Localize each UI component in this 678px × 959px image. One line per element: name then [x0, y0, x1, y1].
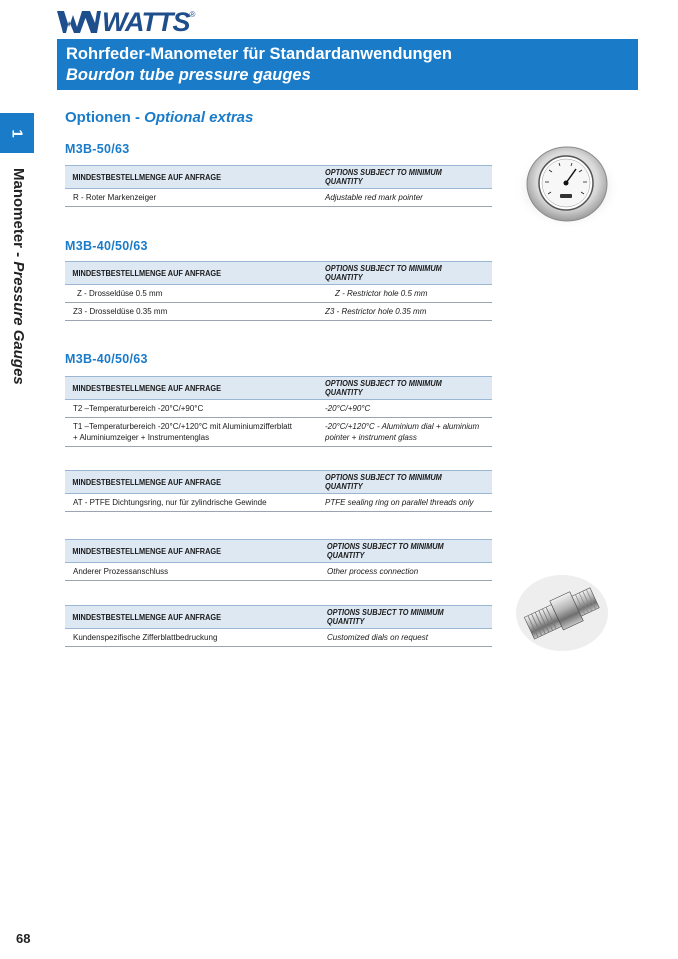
section-title-en: Optional extras [144, 109, 254, 126]
table-row [65, 563, 492, 581]
chapter-side-label [6, 168, 30, 428]
table-row [65, 189, 492, 207]
options-table-3 [65, 376, 492, 447]
header-en: OPTIONS SUBJECT TO MINIMUM QUANTITY [325, 379, 442, 397]
row-de: T2 –Temperaturbereich -20°C/+90°C [73, 404, 204, 413]
row-en: Z3 - Restrictor hole 0.35 mm [325, 307, 427, 316]
registered-mark: ® [189, 10, 196, 19]
table-row [65, 418, 492, 447]
row-en: -20°C/+90°C [325, 404, 371, 413]
model-heading-m1: M3B-50/63 [65, 142, 130, 156]
row-en-line2: pointer + instrument glass [325, 433, 417, 442]
row-en: Adjustable red mark pointer [325, 193, 423, 202]
brand-name: WATTS [102, 7, 190, 37]
options-table-2 [65, 261, 492, 321]
side-label-en: Pressure Gauges [10, 261, 27, 385]
header-de: MINDESTBESTELLMENGE AUF ANFRAGE [72, 383, 222, 393]
row-en: PTFE sealing ring on parallel threads only [325, 498, 474, 507]
process-connection-fitting-image [512, 569, 612, 655]
row-en [325, 418, 492, 446]
table-row [65, 303, 492, 321]
section-title [65, 109, 253, 126]
row-de: AT - PTFE Dichtungsring, nur für zylindrische Gewinde [73, 498, 267, 507]
options-table-5 [65, 539, 492, 581]
header-de: MINDESTBESTELLMENGE AUF ANFRAGE [72, 612, 222, 622]
row-de-line2: + Aluminiumzeiger + Instrumentenglas [73, 433, 210, 442]
row-de: Anderer Prozessanschluss [73, 567, 169, 576]
pressure-gauge-image [512, 142, 622, 230]
table-header [65, 261, 492, 285]
row-de: Z - Drosseldüse 0.5 mm [77, 289, 163, 298]
row-en-line1: -20°C/+120°C - Aluminium dial + aluminium [325, 422, 480, 431]
model-heading-m2: M3B-40/50/63 [65, 239, 148, 253]
row-en: Z - Restrictor hole 0.5 mm [335, 289, 428, 298]
header-en: OPTIONS SUBJECT TO MINIMUM QUANTITY [326, 542, 444, 560]
header-bar [57, 39, 638, 90]
side-label-de: Manometer - [10, 168, 27, 262]
watts-wave-icon [57, 9, 101, 35]
section-title-de: Optionen - [65, 109, 145, 126]
options-table-4 [65, 470, 492, 512]
page-number: 68 [16, 931, 31, 946]
table-row [65, 629, 492, 647]
row-de: Z3 - Drosseldüse 0.35 mm [73, 307, 168, 316]
header-en: OPTIONS SUBJECT TO MINIMUM QUANTITY [325, 168, 442, 186]
table-row [65, 285, 492, 303]
table-row [65, 400, 492, 418]
row-de: Kundenspezifische Zifferblattbedruckung [73, 633, 218, 642]
header-en: OPTIONS SUBJECT TO MINIMUM QUANTITY [325, 473, 442, 491]
header-de: MINDESTBESTELLMENGE AUF ANFRAGE [72, 477, 222, 487]
row-de [65, 418, 325, 446]
row-de-line1: T1 –Temperaturbereich -20°C/+120°C mit Aluminiumzifferblatt [73, 422, 293, 431]
table-header [65, 376, 492, 400]
table-row [65, 494, 492, 512]
model-heading-m3: M3B-40/50/63 [65, 352, 148, 366]
watts-logo [57, 9, 195, 35]
chapter-tab [0, 113, 34, 153]
row-en: Other process connection [327, 567, 419, 576]
options-table-1 [65, 165, 492, 207]
page-title-en: Bourdon tube pressure gauges [66, 66, 311, 84]
header-de: MINDESTBESTELLMENGE AUF ANFRAGE [72, 546, 222, 556]
table-header [65, 605, 492, 629]
options-table-6 [65, 605, 492, 647]
chapter-number: 1 [8, 128, 26, 138]
header-de: MINDESTBESTELLMENGE AUF ANFRAGE [72, 172, 222, 182]
table-header [65, 165, 492, 189]
header-en: OPTIONS SUBJECT TO MINIMUM QUANTITY [325, 264, 442, 282]
row-en: Customized dials on request [327, 633, 428, 642]
row-de: R - Roter Markenzeiger [73, 193, 157, 202]
table-header [65, 539, 492, 563]
table-header [65, 470, 492, 494]
header-de: MINDESTBESTELLMENGE AUF ANFRAGE [72, 268, 222, 278]
page-title-de: Rohrfeder-Manometer für Standardanwendungen [66, 45, 452, 63]
header-en: OPTIONS SUBJECT TO MINIMUM QUANTITY [326, 608, 444, 626]
